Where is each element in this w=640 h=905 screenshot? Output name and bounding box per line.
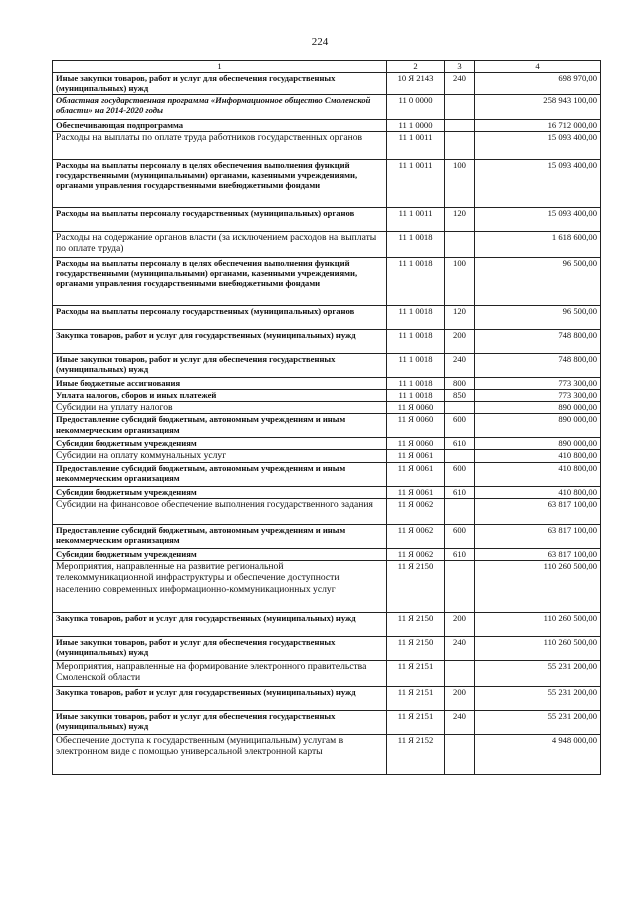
row-code-cell: 11 Я 2150 [387, 560, 445, 612]
row-type-cell [445, 132, 475, 160]
row-code-cell: 11 Я 2152 [387, 734, 445, 774]
row-code-cell: 11 1 0018 [387, 378, 445, 390]
table-row [53, 160, 601, 208]
row-code-cell: 11 0 0000 [387, 95, 445, 120]
header-col-4: 4 [475, 61, 601, 73]
table-row [53, 710, 601, 734]
row-name-cell: Иные бюджетные ассигнования [53, 378, 387, 390]
table-row [53, 524, 601, 548]
row-code-cell: 11 1 0018 [387, 390, 445, 402]
row-amount-cell: 748 800,00 [475, 354, 601, 378]
row-code-cell: 11 Я 0060 [387, 438, 445, 450]
row-amount-cell: 16 712 000,00 [475, 120, 601, 132]
table-row [53, 438, 601, 450]
table-row [53, 560, 601, 612]
budget-table-body [53, 61, 601, 775]
row-type-cell [445, 120, 475, 132]
row-type-cell: 200 [445, 330, 475, 354]
row-amount-cell: 890 000,00 [475, 438, 601, 450]
table-row [53, 95, 601, 120]
row-type-cell [445, 660, 475, 686]
row-name-cell: Субсидии на уплату налогов [53, 402, 387, 414]
row-type-cell: 610 [445, 438, 475, 450]
row-code-cell: 11 1 0018 [387, 258, 445, 306]
table-row [53, 414, 601, 438]
row-name-cell: Закупка товаров, работ и услуг для государственных (муниципальных) нужд [53, 330, 387, 354]
table-row [53, 734, 601, 774]
row-type-cell: 200 [445, 686, 475, 710]
row-amount-cell: 890 000,00 [475, 414, 601, 438]
row-type-cell: 600 [445, 414, 475, 438]
row-name-cell: Субсидии бюджетным учреждениям [53, 486, 387, 498]
row-name-cell: Расходы на выплаты персоналу государственных (муниципальных) органов [53, 208, 387, 232]
row-code-cell: 11 Я 0061 [387, 486, 445, 498]
row-type-cell: 600 [445, 524, 475, 548]
row-name-cell: Иные закупки товаров, работ и услуг для обеспечения государственных (муниципальных) нужд [53, 636, 387, 660]
table-row [53, 486, 601, 498]
row-type-cell: 240 [445, 73, 475, 95]
row-name-cell: Предоставление субсидий бюджетным, автономным учреждениям и иным некоммерческим организациям [53, 524, 387, 548]
table-row [53, 612, 601, 636]
row-code-cell: 11 Я 2150 [387, 612, 445, 636]
table-row [53, 636, 601, 660]
table-row [53, 208, 601, 232]
table-row [53, 232, 601, 258]
header-row [53, 61, 601, 73]
row-name-cell: Предоставление субсидий бюджетным, автономным учреждениям и иным некоммерческим организациям [53, 414, 387, 438]
table-row [53, 330, 601, 354]
row-name-cell: Расходы на содержание органов власти (за исключением расходов на выплаты по оплате труда) [53, 232, 387, 258]
row-amount-cell: 96 500,00 [475, 258, 601, 306]
row-amount-cell: 110 260 500,00 [475, 636, 601, 660]
row-amount-cell: 63 817 100,00 [475, 524, 601, 548]
row-code-cell: 11 Я 2151 [387, 710, 445, 734]
row-type-cell: 100 [445, 160, 475, 208]
row-code-cell: 11 Я 0061 [387, 462, 445, 486]
row-code-cell: 11 1 0018 [387, 232, 445, 258]
row-name-cell: Уплата налогов, сборов и иных платежей [53, 390, 387, 402]
row-type-cell: 100 [445, 258, 475, 306]
row-code-cell: 11 Я 0060 [387, 414, 445, 438]
header-col-3: 3 [445, 61, 475, 73]
row-code-cell: 11 Я 2151 [387, 686, 445, 710]
row-name-cell: Областная государственная программа «Информационное общество Смоленской области» на 2014-2020 годы [53, 95, 387, 120]
row-name-cell: Обеспечивающая подпрограмма [53, 120, 387, 132]
row-name-cell: Субсидии бюджетным учреждениям [53, 548, 387, 560]
row-type-cell: 120 [445, 306, 475, 330]
row-code-cell: 11 Я 0062 [387, 498, 445, 524]
row-name-cell: Расходы на выплаты персоналу государственных (муниципальных) органов [53, 306, 387, 330]
row-amount-cell: 96 500,00 [475, 306, 601, 330]
row-amount-cell: 55 231 200,00 [475, 660, 601, 686]
row-name-cell: Закупка товаров, работ и услуг для государственных (муниципальных) нужд [53, 686, 387, 710]
row-amount-cell: 15 093 400,00 [475, 132, 601, 160]
row-type-cell: 600 [445, 462, 475, 486]
row-amount-cell: 698 970,00 [475, 73, 601, 95]
row-name-cell: Предоставление субсидий бюджетным, автономным учреждениям и иным некоммерческим организациям [53, 462, 387, 486]
row-type-cell: 240 [445, 636, 475, 660]
row-code-cell: 11 1 0011 [387, 160, 445, 208]
row-amount-cell: 410 800,00 [475, 486, 601, 498]
row-amount-cell: 410 800,00 [475, 450, 601, 462]
row-name-cell: Мероприятия, направленные на развитие региональной телекоммуникационной инфраструктуры и обеспечение доступности населению современных информационно-коммуникационных услуг [53, 560, 387, 612]
row-type-cell: 850 [445, 390, 475, 402]
table-row [53, 306, 601, 330]
row-amount-cell: 773 300,00 [475, 378, 601, 390]
row-name-cell: Субсидии бюджетным учреждениям [53, 438, 387, 450]
row-amount-cell: 890 000,00 [475, 402, 601, 414]
row-amount-cell: 63 817 100,00 [475, 498, 601, 524]
table-row [53, 660, 601, 686]
row-type-cell: 200 [445, 612, 475, 636]
row-amount-cell: 15 093 400,00 [475, 160, 601, 208]
row-code-cell: 11 1 0018 [387, 306, 445, 330]
row-type-cell: 610 [445, 548, 475, 560]
row-name-cell: Субсидии на оплату коммунальных услуг [53, 450, 387, 462]
row-amount-cell: 4 948 000,00 [475, 734, 601, 774]
row-amount-cell: 1 618 600,00 [475, 232, 601, 258]
row-name-cell: Обеспечение доступа к государственным (муниципальным) услугам в электронном виде с помощью универсальной электронной карты [53, 734, 387, 774]
row-amount-cell: 63 817 100,00 [475, 548, 601, 560]
row-type-cell: 240 [445, 354, 475, 378]
table-row [53, 450, 601, 462]
row-amount-cell: 110 260 500,00 [475, 560, 601, 612]
row-code-cell: 11 Я 0061 [387, 450, 445, 462]
row-code-cell: 11 Я 0060 [387, 402, 445, 414]
row-type-cell: 800 [445, 378, 475, 390]
table-row [53, 73, 601, 95]
table-row [53, 120, 601, 132]
row-type-cell [445, 95, 475, 120]
header-col-1: 1 [53, 61, 387, 73]
row-code-cell: 11 1 0011 [387, 208, 445, 232]
table-row [53, 462, 601, 486]
row-name-cell: Закупка товаров, работ и услуг для государственных (муниципальных) нужд [53, 612, 387, 636]
row-name-cell: Субсидии на финансовое обеспечение выполнения государственного задания [53, 498, 387, 524]
table-row [53, 686, 601, 710]
table-row [53, 354, 601, 378]
row-type-cell [445, 450, 475, 462]
table-row [53, 132, 601, 160]
table-row [53, 390, 601, 402]
table-row [53, 378, 601, 390]
row-code-cell: 11 Я 2150 [387, 636, 445, 660]
row-type-cell [445, 402, 475, 414]
row-amount-cell: 410 800,00 [475, 462, 601, 486]
row-type-cell: 610 [445, 486, 475, 498]
row-type-cell: 240 [445, 710, 475, 734]
row-name-cell: Расходы на выплаты персоналу в целях обеспечения выполнения функций государственными (муниципальными) органами, казенными учреждениями, органами управления государственными внебюджетными фондами [53, 160, 387, 208]
row-amount-cell: 55 231 200,00 [475, 686, 601, 710]
page-number: 224 [311, 36, 329, 48]
row-type-cell [445, 734, 475, 774]
row-code-cell: 11 Я 0062 [387, 524, 445, 548]
table-row [53, 548, 601, 560]
row-code-cell: 10 Я 2143 [387, 73, 445, 95]
row-code-cell: 11 Я 0062 [387, 548, 445, 560]
row-amount-cell: 55 231 200,00 [475, 710, 601, 734]
row-name-cell: Расходы на выплаты персоналу в целях обеспечения выполнения функций государственными (муниципальными) органами, казенными учреждениями, органами управления государственными внебюджетными фондами [53, 258, 387, 306]
row-amount-cell: 110 260 500,00 [475, 612, 601, 636]
row-name-cell: Иные закупки товаров, работ и услуг для обеспечения государственных (муниципальных) нужд [53, 710, 387, 734]
row-amount-cell: 258 943 100,00 [475, 95, 601, 120]
row-name-cell: Иные закупки товаров, работ и услуг для обеспечения государственных (муниципальных) нужд [53, 73, 387, 95]
table-row [53, 498, 601, 524]
row-type-cell [445, 560, 475, 612]
row-type-cell [445, 498, 475, 524]
row-code-cell: 11 1 0011 [387, 132, 445, 160]
row-code-cell: 11 1 0018 [387, 330, 445, 354]
row-type-cell: 120 [445, 208, 475, 232]
row-type-cell [445, 232, 475, 258]
row-name-cell: Мероприятия, направленные на формирование электронного правительства Смоленской области [53, 660, 387, 686]
row-name-cell: Расходы на выплаты по оплате труда работников государственных органов [53, 132, 387, 160]
row-code-cell: 11 1 0018 [387, 354, 445, 378]
table-row [53, 402, 601, 414]
budget-table [52, 60, 601, 775]
row-code-cell: 11 Я 2151 [387, 660, 445, 686]
row-code-cell: 11 1 0000 [387, 120, 445, 132]
row-name-cell: Иные закупки товаров, работ и услуг для обеспечения государственных (муниципальных) нужд [53, 354, 387, 378]
row-amount-cell: 773 300,00 [475, 390, 601, 402]
row-amount-cell: 15 093 400,00 [475, 208, 601, 232]
header-col-2: 2 [387, 61, 445, 73]
table-row [53, 258, 601, 306]
row-amount-cell: 748 800,00 [475, 330, 601, 354]
